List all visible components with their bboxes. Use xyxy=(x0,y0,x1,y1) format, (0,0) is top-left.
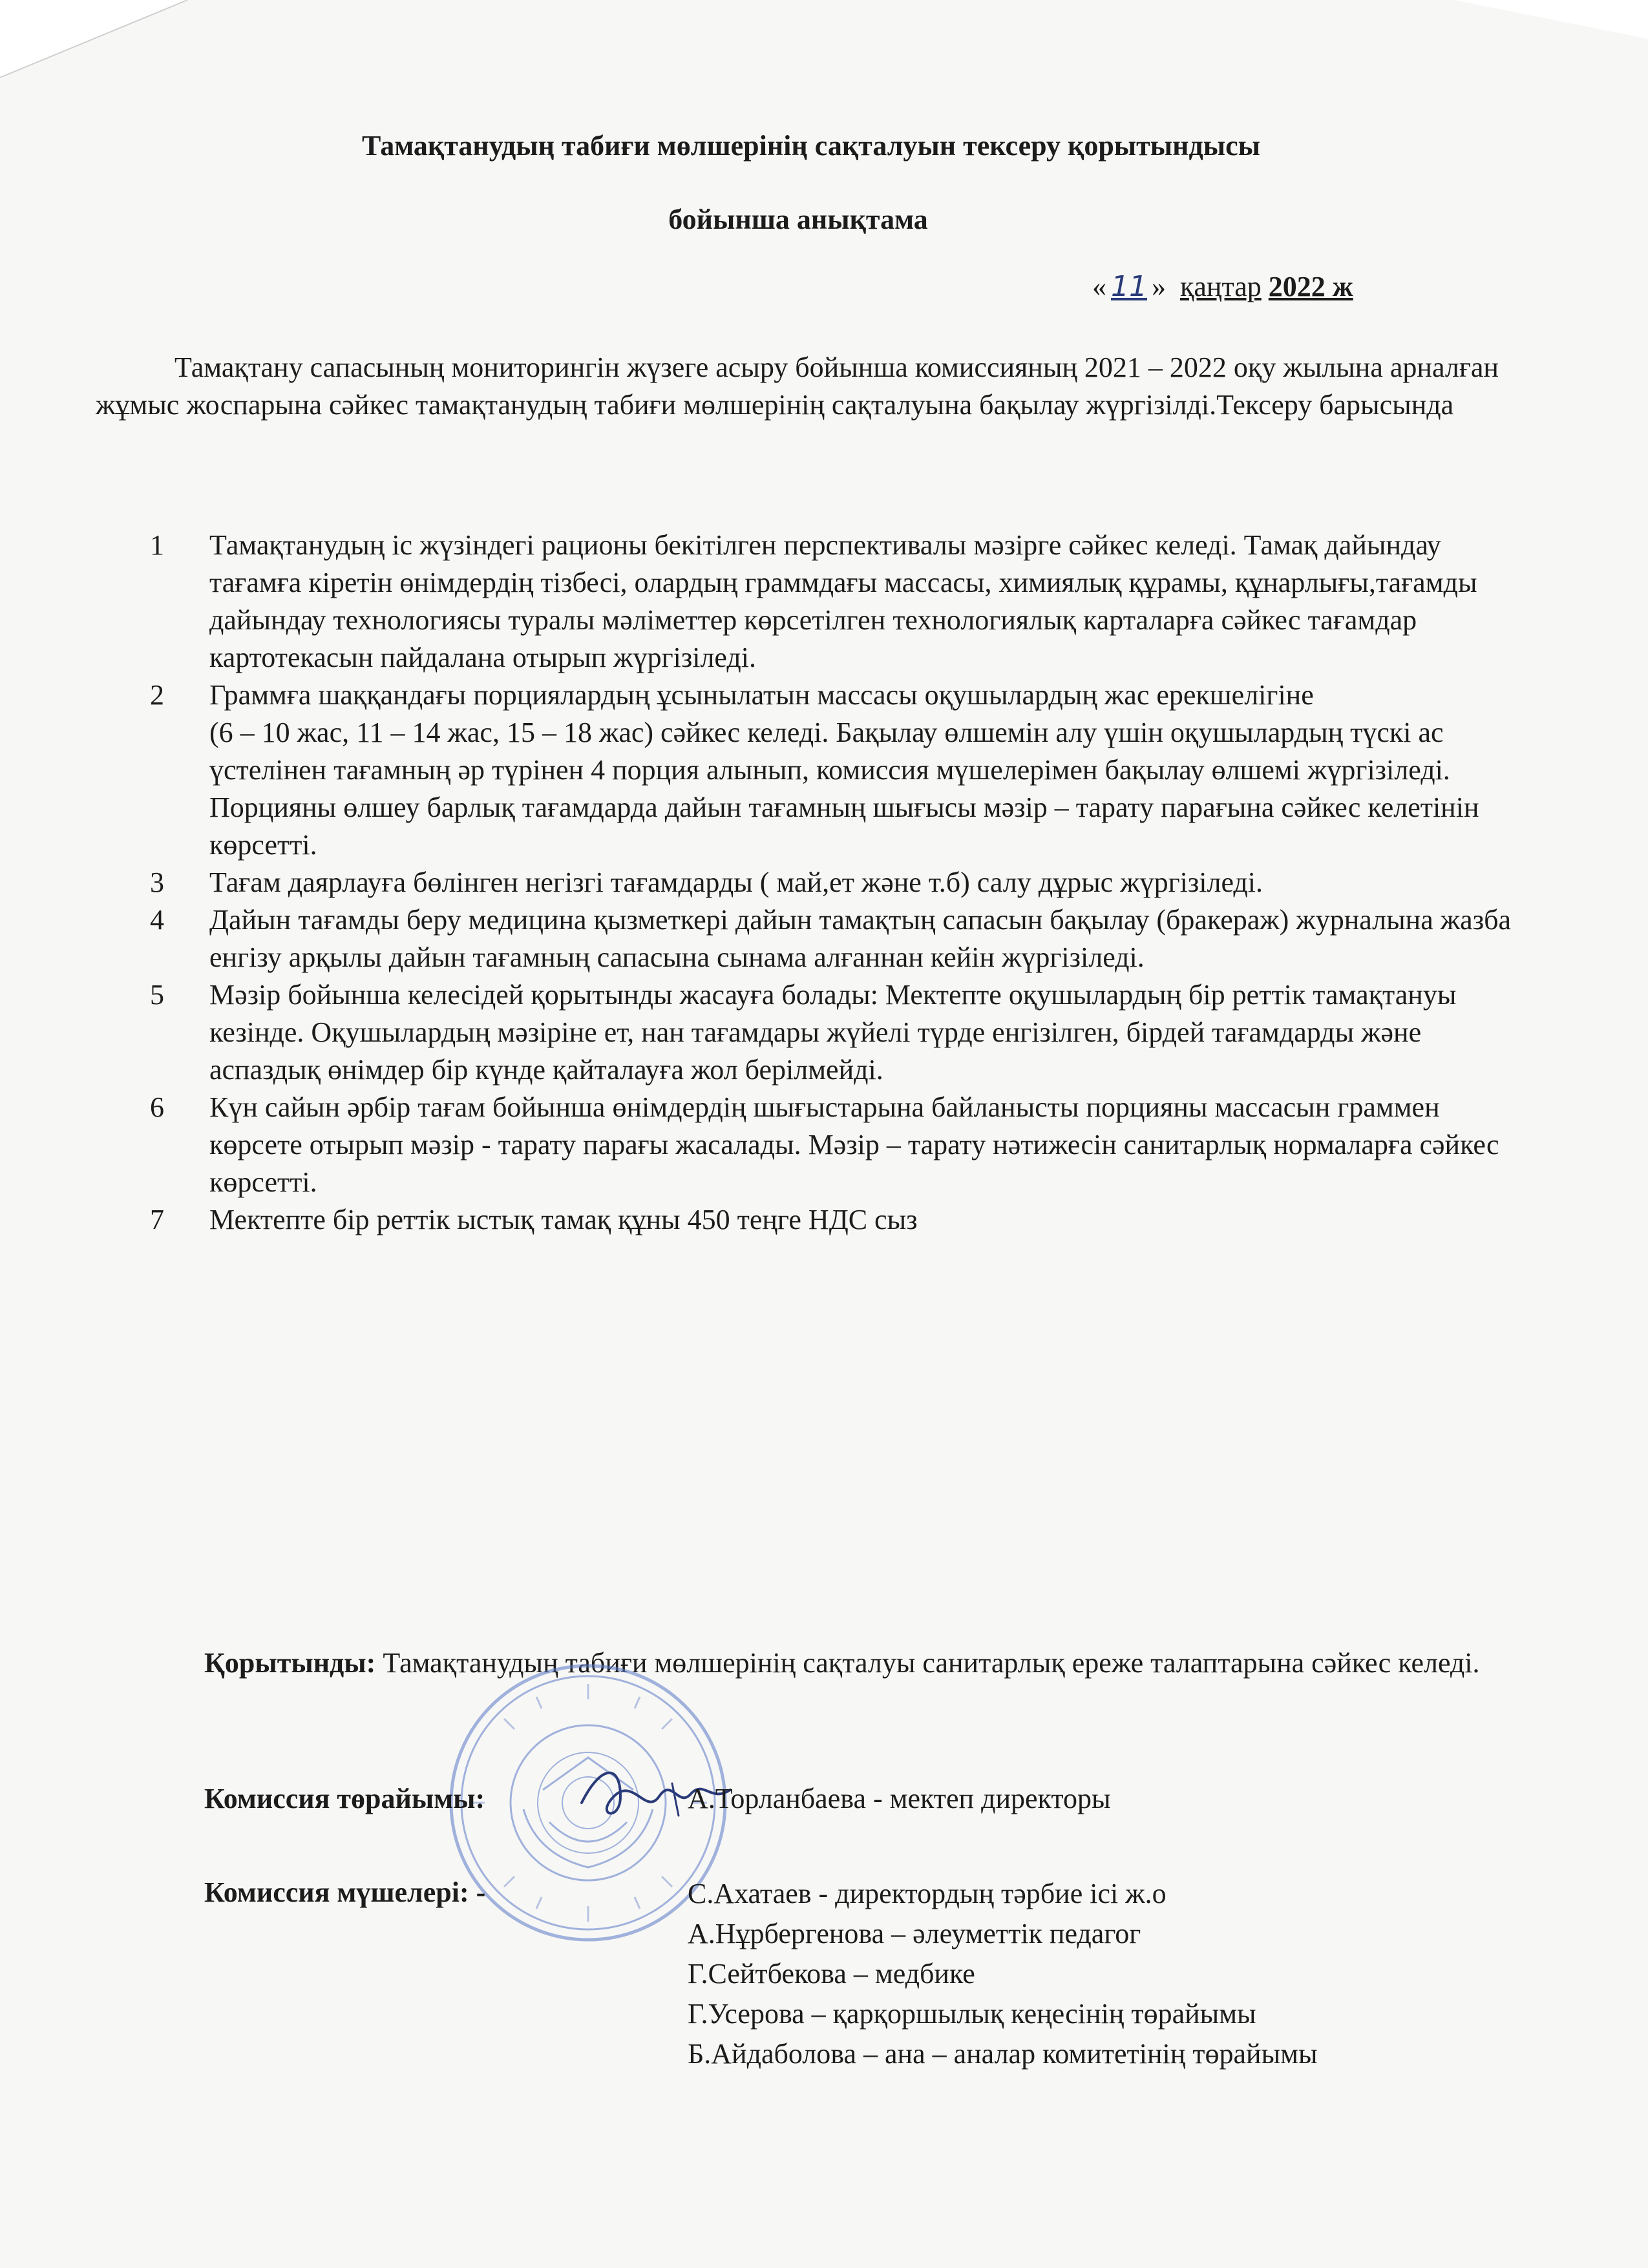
chair-label: Комиссия төрайымы: xyxy=(204,1783,485,1814)
list-item-number: 6 xyxy=(150,1091,164,1123)
findings-list xyxy=(150,527,1527,1239)
members-label: Комиссия мүшелері: - xyxy=(204,1876,486,1908)
chair-name: А.Торланбаева - мектеп директоры xyxy=(688,1783,1111,1814)
list-item-text: Дайын тағамды беру медицина қызметкері дайын тамақтың сапасын бақылау (бракераж) журналына жазба енгізу арқылы дайын тағамның сапасына сынама алғаннан кейін жүргізіледі. xyxy=(209,904,1511,973)
list-item xyxy=(150,1201,1527,1239)
document-subtitle: бойынша анықтама xyxy=(668,204,928,235)
signature-chair-row xyxy=(204,1780,485,1818)
member-name: Г.Сейтбекова – медбике xyxy=(688,1958,975,1990)
date-day: 11 xyxy=(1111,270,1147,303)
list-item xyxy=(150,901,1527,976)
signature-members-row xyxy=(204,1874,485,1911)
list-item xyxy=(150,1089,1527,1201)
list-item-number: 3 xyxy=(150,866,164,898)
document-title: Тамақтанудың табиғи мөлшерінің сақталуын тексеру қорытындысы xyxy=(362,130,1260,162)
conclusion-text: Тамақтанудың табиғи мөлшерінің сақталуы санитарлық ереже талаптарына сәйкес келеді. xyxy=(375,1647,1480,1679)
member-name: Г.Усерова – қарқоршылық кеңесінің төрайымы xyxy=(688,1998,1256,2030)
list-item-text-continued: (6 – 10 жас, 11 – 14 жас, 15 – 18 жас) сәйкес келеді. Бақылау өлшемін алу үшін оқушылардың түскі ас үстелінен тағамның әр түрінен 4 порция алынып, комиссия мүшелерімен бақылау өлшемі жүргізіледі. Порцияны өлшеу барлық тағамдарда дайын тағамның шығысы мәзір – тарату парағына сәйкес келетінін көрсетті. xyxy=(209,717,1479,861)
conclusion-label: Қорытынды: xyxy=(204,1647,376,1679)
list-item-text: Мектепте бір реттік ыстық тамақ құны 450 теңге НДС сыз xyxy=(209,1204,918,1235)
list-item-text: Күн сайын әрбір тағам бойынша өнімдердің шығыстарына байланысты порцияны массасын граммен көрсете отырып мәзір - тарату парағы жасалады. Мәзір – тарату нәтижесін санитарлық нормаларға сәйкес көрсетті. xyxy=(209,1091,1499,1198)
member-name: С.Ахатаев - директордың тәрбие ісі ж.о xyxy=(688,1878,1167,1909)
date-close-quote: » xyxy=(1152,271,1166,302)
list-item-number: 7 xyxy=(150,1204,164,1235)
list-item-text: Тағам даярлауға бөлінген негізгі тағамдарды ( май,ет және т.б) салу дұрыс жүргізіледі. xyxy=(209,866,1263,898)
page-corner-right xyxy=(1454,0,1648,39)
list-item-number: 1 xyxy=(150,529,164,561)
list-item-text: Тамақтанудың іс жүзіндегі рационы бекітілген перспективалы мәзірге сәйкес келеді. Тамақ дайындау тағамға кіретін өнімдердің тізбесі, олардың граммдағы массасы, химиялық құрамы, құнарлығы,тағамды дайындау технологиясы туралы мәліметтер көрсетілген технологиялық карталарға сәйкес тағамдар картотекасын пайдалана отырып жүргізіледі. xyxy=(209,529,1477,673)
list-item-text: Граммға шаққандағы порциялардың ұсынылатын массасы оқушылардың жас ерекшелігіне xyxy=(209,679,1314,711)
list-item xyxy=(150,677,1527,864)
member-name: Б.Айдаболова – ана – аналар комитетінің төрайымы xyxy=(688,2038,1318,2070)
date-month: қаңтар xyxy=(1180,271,1262,302)
date-year: 2022 ж xyxy=(1268,271,1353,302)
members-list xyxy=(688,1874,1318,2074)
list-item-number: 5 xyxy=(150,979,164,1011)
date-open-quote: « xyxy=(1092,271,1106,302)
list-item-number: 2 xyxy=(150,679,164,711)
list-item xyxy=(150,976,1527,1089)
list-item xyxy=(150,527,1527,677)
member-name: А.Нұрбергенова – әлеуметтік педагог xyxy=(688,1918,1141,1949)
list-item xyxy=(150,864,1527,901)
list-item-text: Мәзір бойынша келесідей қорытынды жасауға болады: Мектепте оқушылардың бір реттік тамақтануы кезінде. Оқушылардың мәзіріне ет, нан тағамдары жүйелі түрде енгізілген, бірдей тағамдарды және аспаздық өнімдер бір күнде қайталауға жол берілмейді. xyxy=(209,979,1457,1086)
conclusion-paragraph xyxy=(204,1644,1529,1682)
intro-paragraph: Тамақтану сапасының мониторингін жүзеге асыру бойынша комиссияның 2021 – 2022 оқу жылына арналған жұмыс жоспарына сәйкес тамақтанудың табиғи мөлшерінің сақталуына бақылау жүргізілді.Тексеру барысында xyxy=(96,352,1499,421)
list-item-number: 4 xyxy=(150,904,164,936)
document-date xyxy=(1092,269,1353,305)
